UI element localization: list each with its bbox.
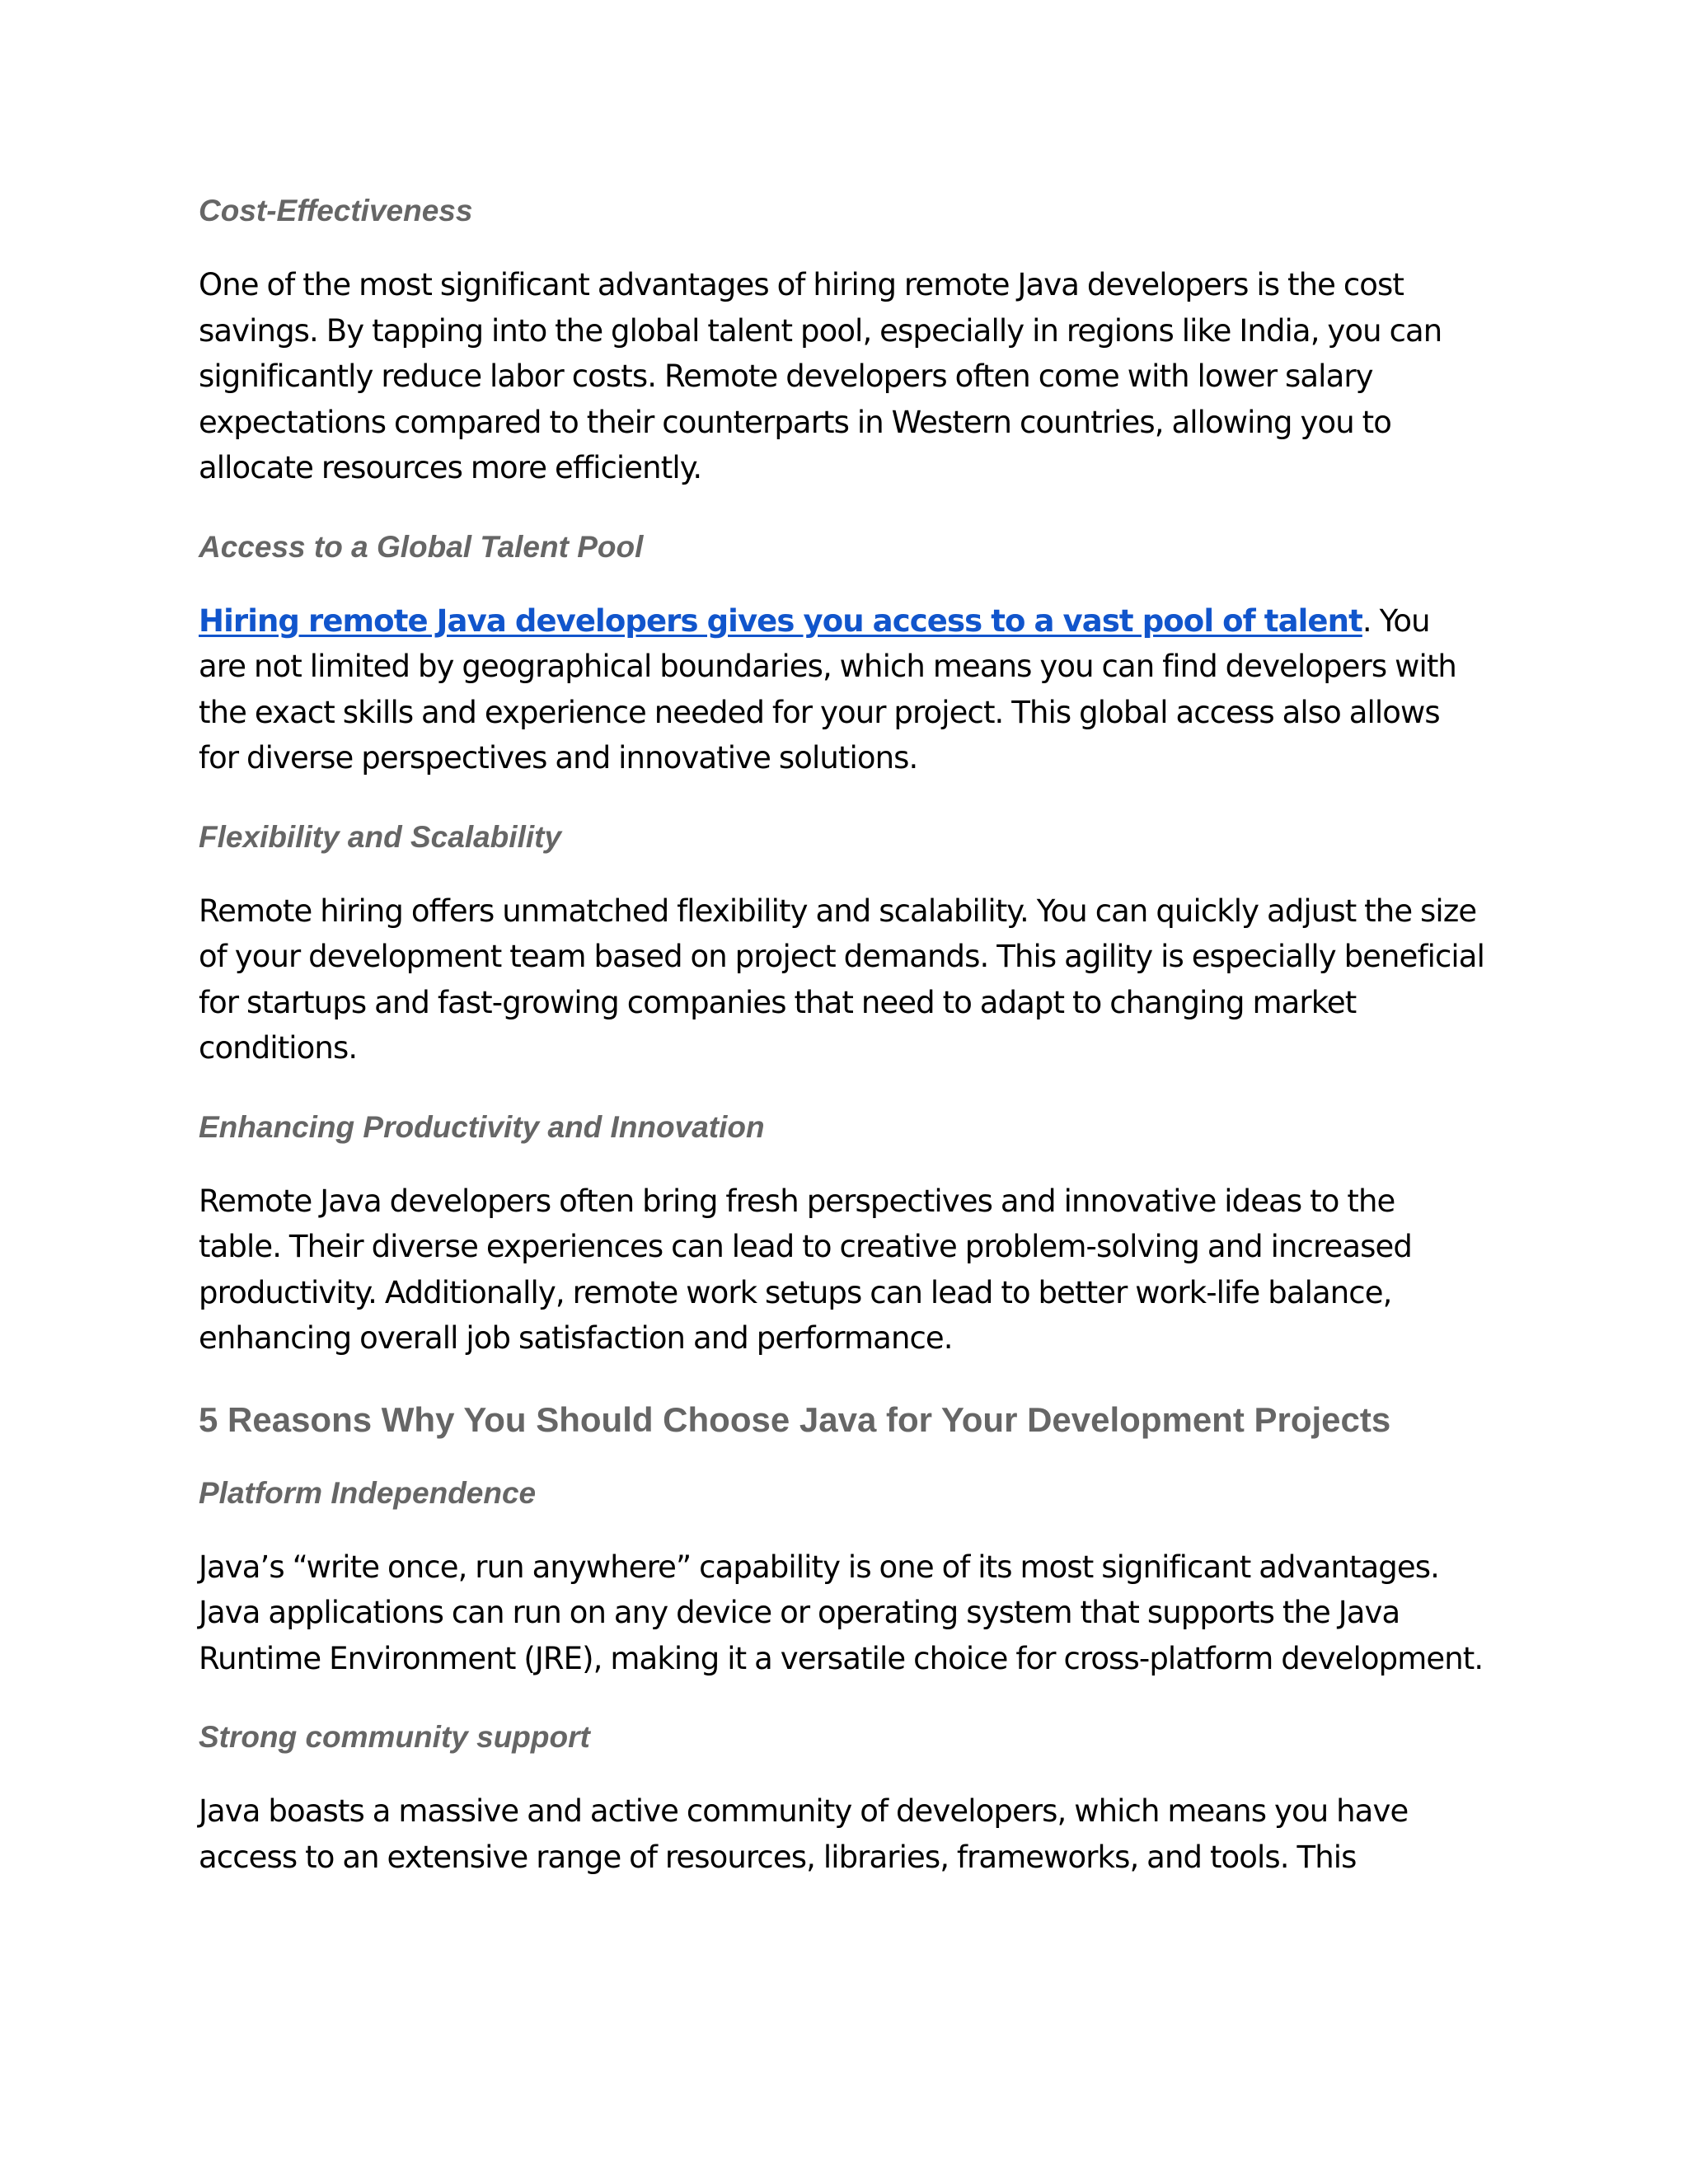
section-heading-productivity: Enhancing Productivity and Innovation <box>199 1109 765 1144</box>
document-page <box>199 193 1484 1918</box>
section-body-cost-effectiveness: One of the most significant advantages of hiring remote Java developers is the cost savings. By tapping into the global talent pool, especially in regions like India, you can significantly reduce labor costs. Remote developers often come with lower salary expectations compared to their counterparts in Western countries, allowing you to allocate resources more efficiently. <box>199 267 1442 485</box>
reason-heading-platform-independence: Platform Independence <box>199 1475 537 1510</box>
reasons-heading: 5 Reasons Why You Should Choose Java for Your Development Projects <box>199 1399 1391 1439</box>
section-heading-cost-effectiveness: Cost-Effectiveness <box>199 194 473 227</box>
section-body-flexibility: Remote hiring offers unmatched flexibility and scalability. You can quickly adjust the size of your development team based on project demands. This agility is especially beneficial for startups and fast-growing companies that need to adapt to changing market conditions. <box>199 893 1484 1066</box>
reason-heading-community-support: Strong community support <box>199 1720 590 1754</box>
section-body-global-talent <box>199 598 1484 781</box>
reason-body-platform-independence: Java’s “write once, run anywhere” capability is one of its most significant advantages. Java applications can run on any device or operating system that supports the Java Runtime Environment (JRE), making it a versatile choice for cross-platform development. <box>199 1549 1484 1676</box>
section-body-global-talent-text: . You are not limited by geographical boundaries, which means you can find developers with the exact skills and experience needed for your project. This global access also allows for diverse perspectives and innovative solutions. <box>199 602 1456 776</box>
section-heading-flexibility: Flexibility and Scalability <box>199 819 562 854</box>
hiring-remote-java-link[interactable]: Hiring remote Java developers gives you access to a vast pool of talent <box>199 602 1362 639</box>
section-heading-global-talent: Access to a Global Talent Pool <box>199 529 644 564</box>
reason-body-community-support: Java boasts a massive and active community of developers, which means you have access to an extensive range of resources, libraries, frameworks, and tools. This <box>199 1793 1409 1875</box>
section-body-productivity: Remote Java developers often bring fresh perspectives and innovative ideas to the table. Their diverse experiences can lead to creative problem-solving and increased productivity. Additionally, remote work setups can lead to better work-life balance, enhancing overall job satisfaction and performance. <box>199 1183 1412 1356</box>
